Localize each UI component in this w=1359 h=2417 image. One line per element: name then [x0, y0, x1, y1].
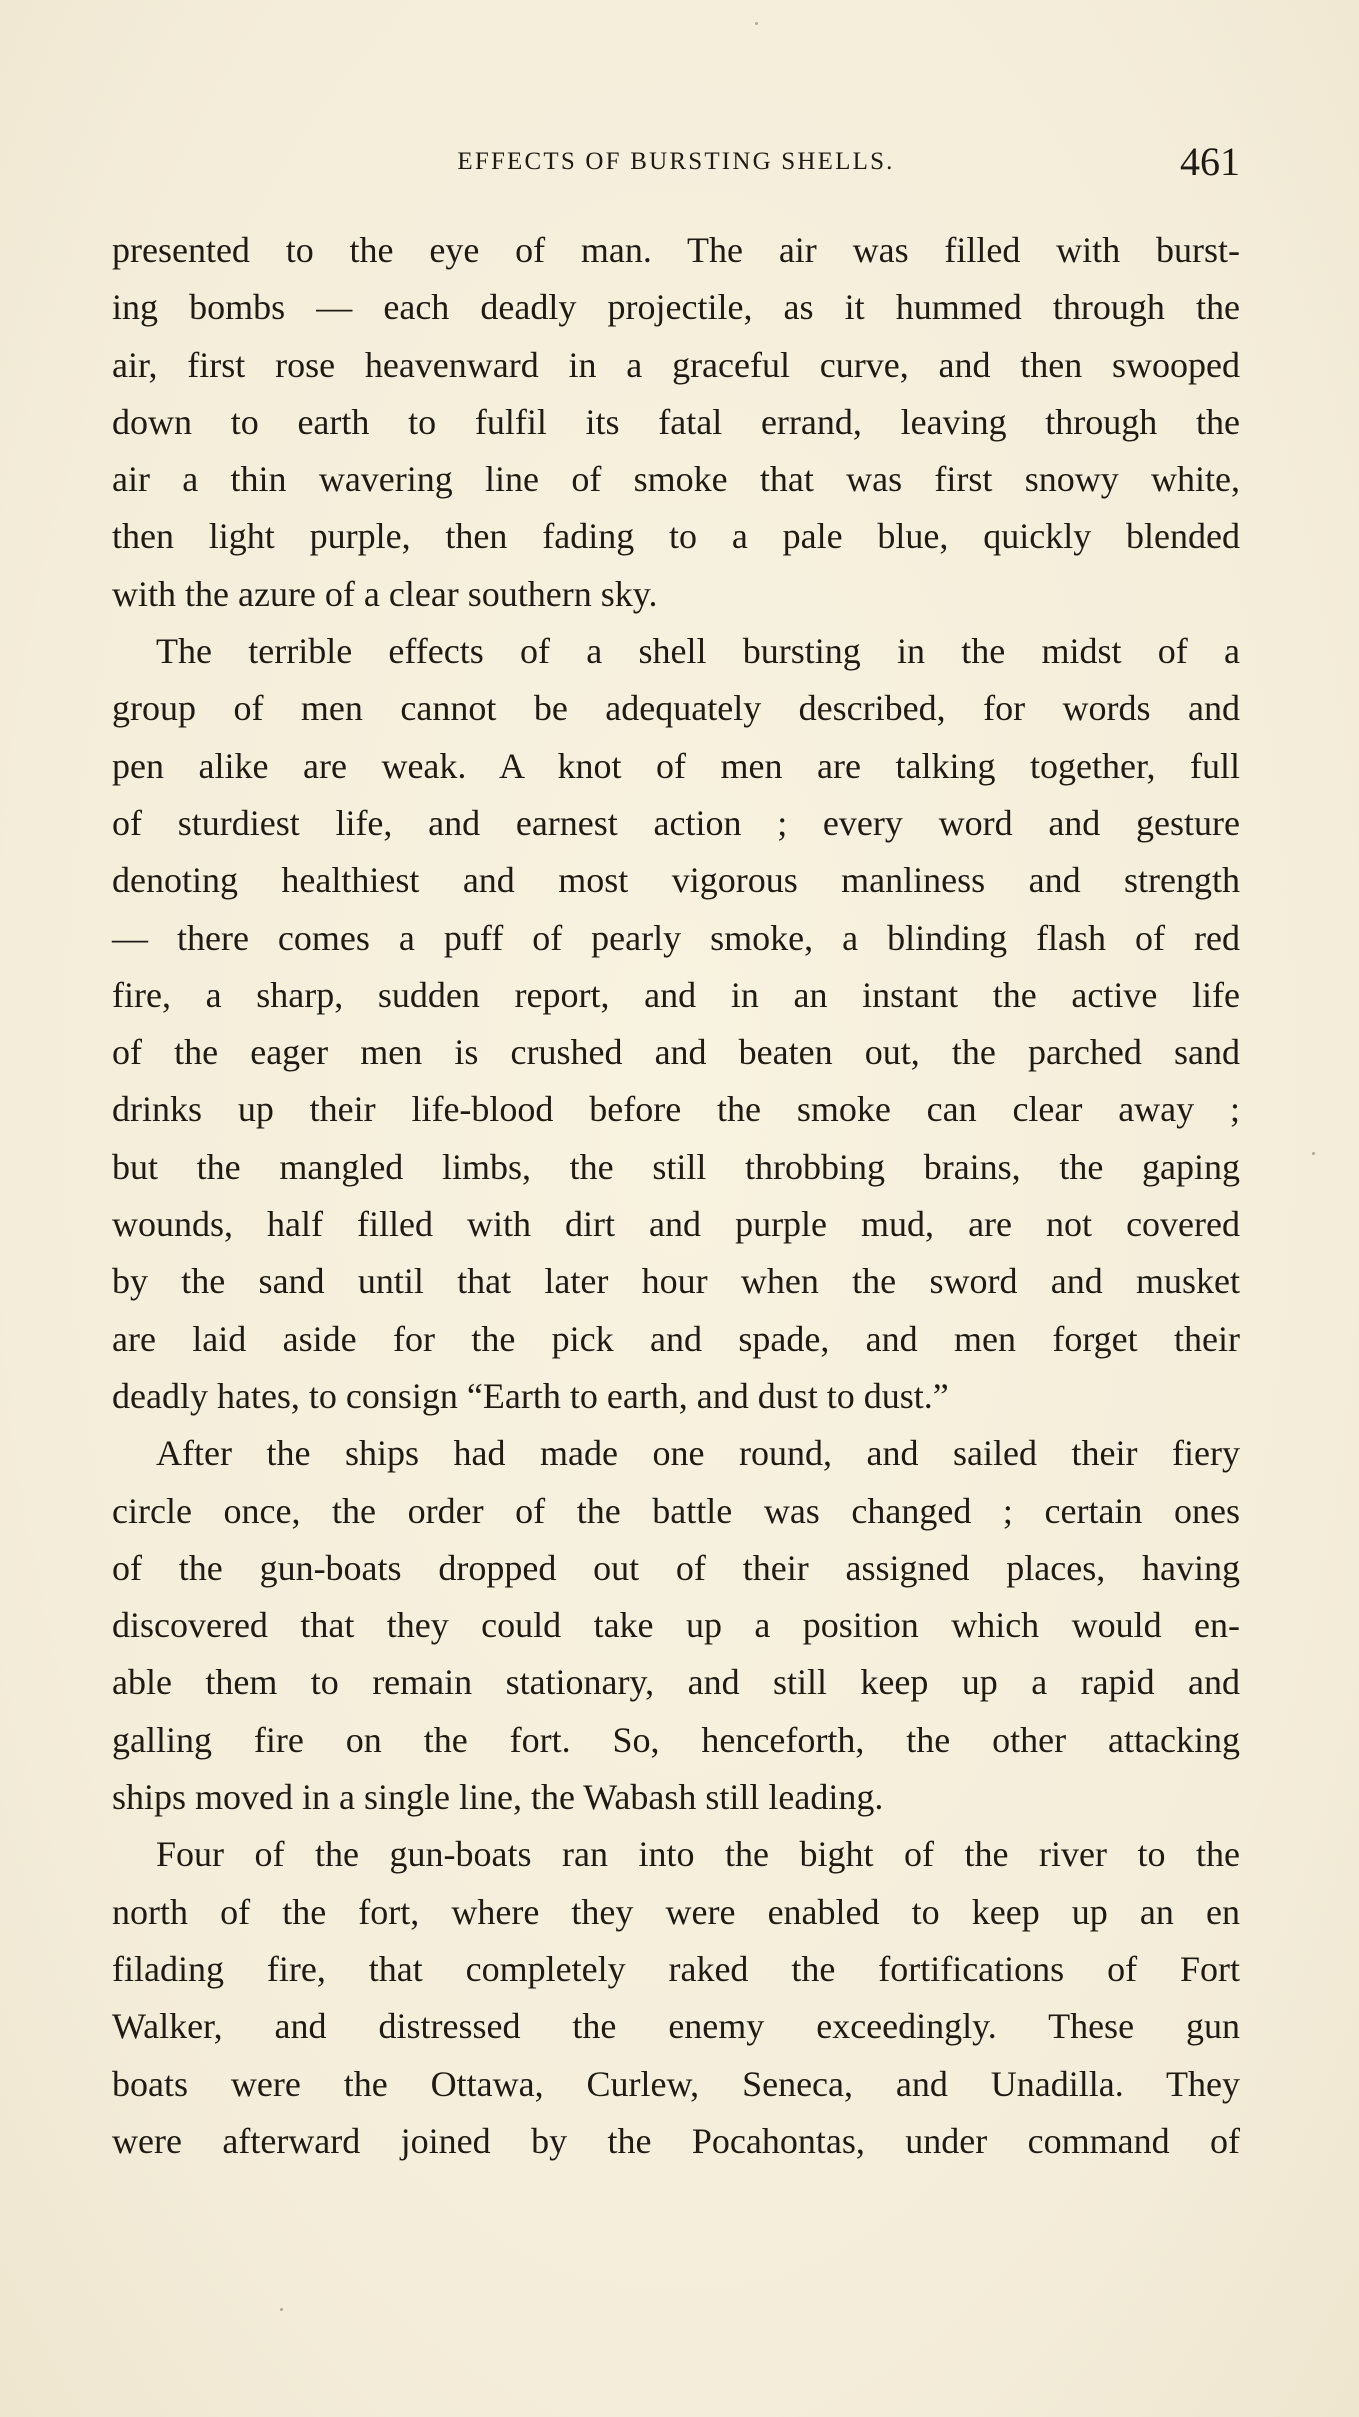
- text-line: able them to remain stationary, and still keep up a rapid and: [112, 1662, 1240, 1703]
- paper-speck: [755, 22, 758, 25]
- text-line: presented to the eye of man. The air was filled with burst-: [112, 230, 1240, 270]
- text-line: of sturdiest life, and earnest action ; every word and gesture: [112, 802, 1240, 843]
- text-line: air, first rose heavenward in a graceful curve, and then swooped: [112, 344, 1240, 385]
- text-line: were afterward joined by the Pocahontas, under command of: [112, 2120, 1240, 2161]
- text-line: galling fire on the fort. So, henceforth, the other attacking: [112, 1719, 1240, 1760]
- running-head: EFFECTS OF BURSTING SHELLS.: [457, 148, 895, 175]
- text-line: filading fire, that completely raked the fortifications of Fort: [112, 1948, 1240, 1989]
- text-line: of the eager men is crushed and beaten out, the parched sand: [112, 1032, 1240, 1073]
- text-line: pen alike are weak. A knot of men are talking together, full: [112, 745, 1240, 786]
- text-line: then light purple, then fading to a pale blue, quickly blended: [112, 516, 1240, 557]
- paper-speck: [1312, 1152, 1315, 1155]
- text-line: fire, a sharp, sudden report, and in an instant the active life: [112, 974, 1240, 1015]
- text-line: but the mangled limbs, the still throbbing brains, the gaping: [112, 1146, 1240, 1187]
- paragraph-first-line: The terrible effects of a shell bursting in the midst of a: [156, 631, 1240, 672]
- paragraph-first-line: Four of the gun-boats ran into the bight of the river to the: [156, 1834, 1240, 1875]
- paragraph-first-line: After the ships had made one round, and sailed their fiery: [156, 1433, 1240, 1474]
- text-line: are laid aside for the pick and spade, and men forget their: [112, 1318, 1240, 1359]
- text-line: wounds, half filled with dirt and purple mud, are not covered: [112, 1204, 1240, 1245]
- text-line: by the sand until that later hour when the sword and musket: [112, 1261, 1240, 1302]
- text-line: — there comes a puff of pearly smoke, a blinding flash of red: [112, 917, 1240, 958]
- text-line: Walker, and distressed the enemy exceedingly. These gun: [112, 2006, 1240, 2047]
- page-header: [112, 138, 1240, 198]
- text-line: group of men cannot be adequately described, for words and: [112, 688, 1240, 729]
- paragraph-last-line: ships moved in a single line, the Wabash still leading.: [112, 1777, 884, 1818]
- text-line: air a thin wavering line of smoke that was first snowy white,: [112, 459, 1240, 500]
- paragraph-last-line: with the azure of a clear southern sky.: [112, 573, 658, 614]
- text-line: denoting healthiest and most vigorous manliness and strength: [112, 860, 1240, 901]
- text-line: of the gun-boats dropped out of their assigned places, having: [112, 1547, 1240, 1588]
- body-text: [112, 222, 1240, 2170]
- text-line: north of the fort, where they were enabled to keep up an en: [112, 1891, 1240, 1932]
- text-line: discovered that they could take up a position which would en-: [112, 1605, 1240, 1646]
- text-line: down to earth to fulfil its fatal errand, leaving through the: [112, 401, 1240, 442]
- text-line: boats were the Ottawa, Curlew, Seneca, and Unadilla. They: [112, 2063, 1240, 2104]
- paper-speck: [280, 2308, 283, 2311]
- paragraph-last-line: deadly hates, to consign “Earth to earth, and dust to dust.”: [112, 1375, 949, 1416]
- text-line: circle once, the order of the battle was changed ; certain ones: [112, 1490, 1240, 1531]
- text-line: ing bombs — each deadly projectile, as it hummed through the: [112, 287, 1240, 328]
- page-number: 461: [1180, 139, 1240, 184]
- text-line: drinks up their life-blood before the smoke can clear away ;: [112, 1089, 1240, 1130]
